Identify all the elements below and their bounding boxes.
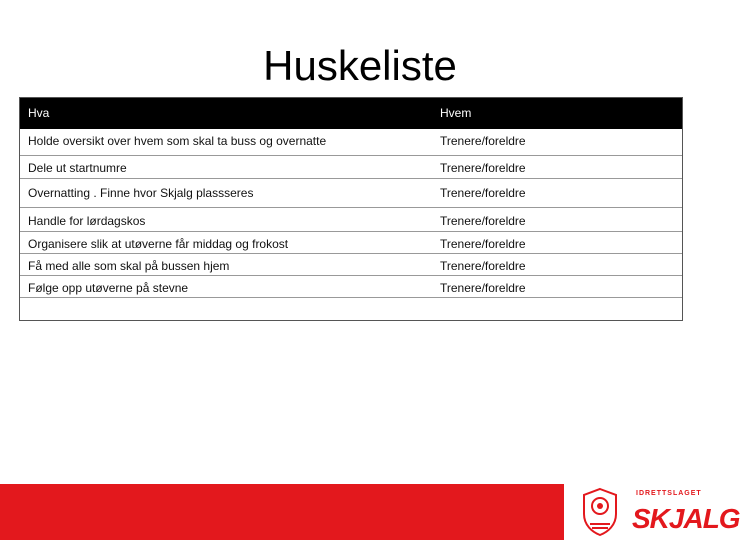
row-divider [20, 275, 682, 276]
cell-hvem: Trenere/foreldre [440, 214, 526, 228]
cell-hva: Holde oversikt over hvem som skal ta buss og overnatte [28, 134, 327, 148]
cell-hvem: Trenere/foreldre [440, 281, 526, 295]
cell-hva: Handle for lørdagskos [28, 214, 146, 228]
header-hvem: Hvem [440, 106, 472, 120]
brand-name: SKJALG [632, 503, 740, 534]
table-header [20, 98, 682, 129]
checklist-table [19, 97, 683, 321]
cell-hvem: Trenere/foreldre [440, 237, 526, 251]
header-nar: Når [553, 101, 573, 115]
row-divider [20, 178, 682, 179]
row-divider [20, 297, 682, 298]
cell-hvem: Trenere/foreldre [440, 259, 526, 273]
cell-hvem: Trenere/foreldre [440, 134, 526, 148]
cell-hvem: Trenere/foreldre [440, 186, 526, 200]
row-divider [20, 155, 682, 156]
cell-hva: Overnatting . Finne hvor Skjalg plassseres [28, 186, 254, 200]
cell-hva: Følge opp utøverne på stevne [28, 281, 189, 295]
header-hva: Hva [28, 106, 50, 120]
row-divider [20, 207, 682, 208]
page-title: Huskeliste [263, 42, 457, 89]
cell-hva: Dele ut startnumre [28, 161, 127, 175]
cell-hvem: Trenere/foreldre [440, 161, 526, 175]
row-divider [20, 253, 682, 254]
cell-hva: Organisere slik at utøverne får middag og frokost [28, 237, 289, 251]
club-emblem-icon [570, 484, 630, 540]
cell-hva: Få med alle som skal på bussen hjem [28, 259, 230, 273]
row-divider [20, 231, 682, 232]
brand-tagline: IDRETTSLAGET [636, 490, 702, 497]
